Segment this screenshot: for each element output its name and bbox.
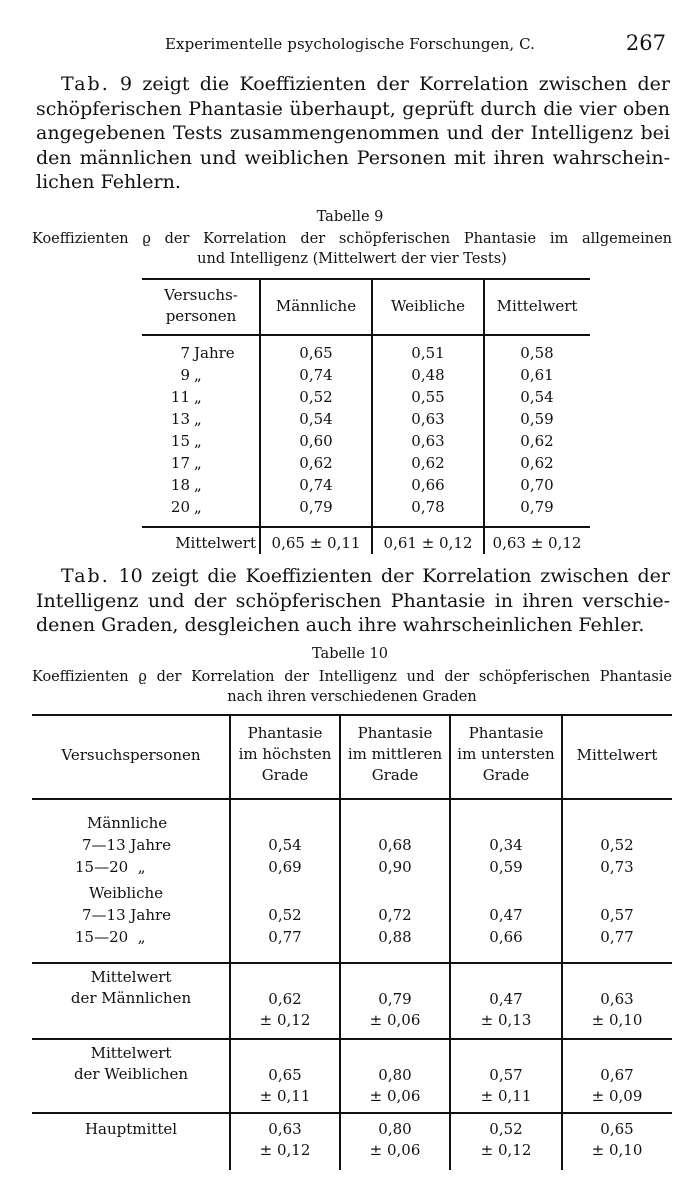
table-cell: 0,52 [268, 906, 302, 924]
table-cell: 0,47 [489, 906, 523, 924]
header-versuchspersonen: Versuchs- personen [164, 286, 238, 325]
page-number: 267 [625, 31, 666, 55]
table-row: 20 „ 0,79 0,78 0,79 [170, 498, 554, 516]
paragraph-line: schöpferischen Phantasie überhaupt, geprüft durch die vier oben [36, 97, 670, 120]
header-phantasie-hoechsten: Phantasie im höchsten Grade [238, 724, 332, 784]
table10-caption [32, 667, 672, 707]
row-label: 15—20 „ [75, 858, 146, 876]
table-row: 15 „ 0,60 0,63 0,62 [170, 432, 554, 450]
table-rule [32, 1112, 672, 1114]
paragraph-table9-intro [36, 72, 670, 195]
table-rule [32, 1038, 672, 1040]
table-cell: 0,34 [489, 836, 523, 854]
table-cell: 0,59 [489, 858, 523, 876]
table-row: 7 Jahre 0,65 0,51 0,58 [180, 344, 554, 362]
paragraph-line: Tab. 10 zeigt die Koeffizienten der Korrelation zwischen der [61, 565, 670, 587]
table-rule [32, 798, 672, 800]
table-cell: 0,52 ± 0,12 [480, 1120, 532, 1159]
header-maennliche: Männliche [275, 296, 357, 315]
paragraph-line: angegebenen Tests zusammengenommen und der Intelligenz bei [36, 122, 670, 144]
table-cell: 0,72 [378, 906, 412, 924]
table-footer-row: Mittelwert 0,65 ± 0,11 0,61 ± 0,12 0,63 ± 0,12 [175, 534, 582, 552]
table-cell: 0,54 [268, 836, 302, 854]
paragraph-line: Tab. 9 zeigt die Koeffizienten der Korrelation zwischen der [61, 73, 670, 95]
table9-caption [32, 229, 672, 269]
header-phantasie-mittleren: Phantasie im mittleren Grade [347, 724, 443, 784]
table-cell: 0,69 [268, 858, 302, 876]
paragraph-line: den männlichen und weiblichen Personen mit ihren wahrschein- [36, 146, 670, 169]
paragraph-line: denen Graden, desgleichen auch ihre wahrscheinlichen Fehler. [36, 614, 645, 636]
table-rule [32, 714, 672, 716]
table-rule [142, 334, 590, 336]
table9-title: Tabelle 9 [316, 209, 384, 225]
paragraph-line: Intelligenz und der schöpferischen Phantasie in ihren verschie- [36, 589, 670, 612]
summary-label-maennlichen: Mittelwert der Männlichen [70, 968, 192, 1007]
table-row: 18 „ 0,74 0,66 0,70 [170, 476, 554, 494]
caption-line: Koeffizienten ϱ der Korrelation der schöpferischen Phantasie im allgemeinen [32, 231, 672, 247]
page-header [0, 31, 700, 57]
header-mittelwert: Mittelwert [576, 746, 658, 764]
table-cell: 0,77 [600, 928, 634, 946]
header-phantasie-untersten: Phantasie im untersten Grade [457, 724, 555, 784]
table-rule [32, 962, 672, 964]
table-cell: 0,65 ± 0,11 [259, 1066, 311, 1105]
table-cell: 0,88 [378, 928, 412, 946]
table-cell: 0,68 [378, 836, 412, 854]
paragraph-line: lichen Fehlern. [36, 171, 181, 193]
header-weibliche: Weibliche [390, 296, 465, 315]
table-cell: 0,57 [600, 906, 634, 924]
header-mittelwert: Mittelwert [496, 296, 578, 315]
table-cell: 0,57 ± 0,11 [480, 1066, 532, 1105]
group-label-maennliche: Männliche [87, 814, 168, 832]
paragraph-table10-intro [36, 564, 670, 638]
running-title: Experimentelle psychologische Forschungen, C. [165, 35, 536, 53]
table9 [142, 278, 590, 558]
table-cell: 0,80 ± 0,06 [369, 1066, 421, 1105]
table-reference: Tab. [61, 73, 110, 95]
row-label: 15—20 „ [75, 928, 146, 946]
group-label-weibliche: Weibliche [89, 884, 164, 902]
table-cell: 0,65 ± 0,10 [591, 1120, 643, 1159]
table-cell: 0,73 [600, 858, 634, 876]
summary-label-hauptmittel: Hauptmittel [84, 1120, 178, 1138]
header-versuchspersonen: Versuchspersonen [61, 746, 201, 764]
table-cell: 0,62 ± 0,12 [259, 990, 311, 1029]
table-cell: 0,47 ± 0,13 [480, 990, 532, 1029]
table-cell: 0,90 [378, 858, 412, 876]
table-row: 9 „ 0,74 0,48 0,61 [180, 366, 554, 384]
table-cell: 0,63 ± 0,12 [259, 1120, 311, 1159]
row-label: 7—13 Jahre [82, 906, 172, 924]
table-rule [142, 526, 590, 528]
table10-title: Tabelle 10 [312, 646, 388, 662]
table-cell: 0,79 ± 0,06 [369, 990, 421, 1029]
table-cell: 0,77 [268, 928, 302, 946]
caption-line: und Intelligenz (Mittelwert der vier Tests) [197, 251, 507, 267]
table-reference: Tab. [61, 565, 110, 587]
summary-label-weiblichen: Mittelwert der Weiblichen [73, 1044, 189, 1083]
row-label: 7—13 Jahre [82, 836, 172, 854]
caption-line: Koeffizienten ϱ der Korrelation der Intelligenz und der schöpferischen Phantasie [32, 669, 672, 685]
table-row: 13 „ 0,54 0,63 0,59 [170, 410, 554, 428]
table-cell: 0,80 ± 0,06 [369, 1120, 421, 1159]
table10 [32, 714, 672, 1170]
table-cell: 0,66 [489, 928, 523, 946]
table-cell: 0,63 ± 0,10 [591, 990, 643, 1029]
table-row: 11 „ 0,52 0,55 0,54 [170, 388, 554, 406]
table-cell: 0,67 ± 0,09 [591, 1066, 643, 1105]
table-row: 17 „ 0,62 0,62 0,62 [170, 454, 554, 472]
table-cell: 0,52 [600, 836, 634, 854]
caption-line: nach ihren verschiedenen Graden [227, 689, 477, 705]
